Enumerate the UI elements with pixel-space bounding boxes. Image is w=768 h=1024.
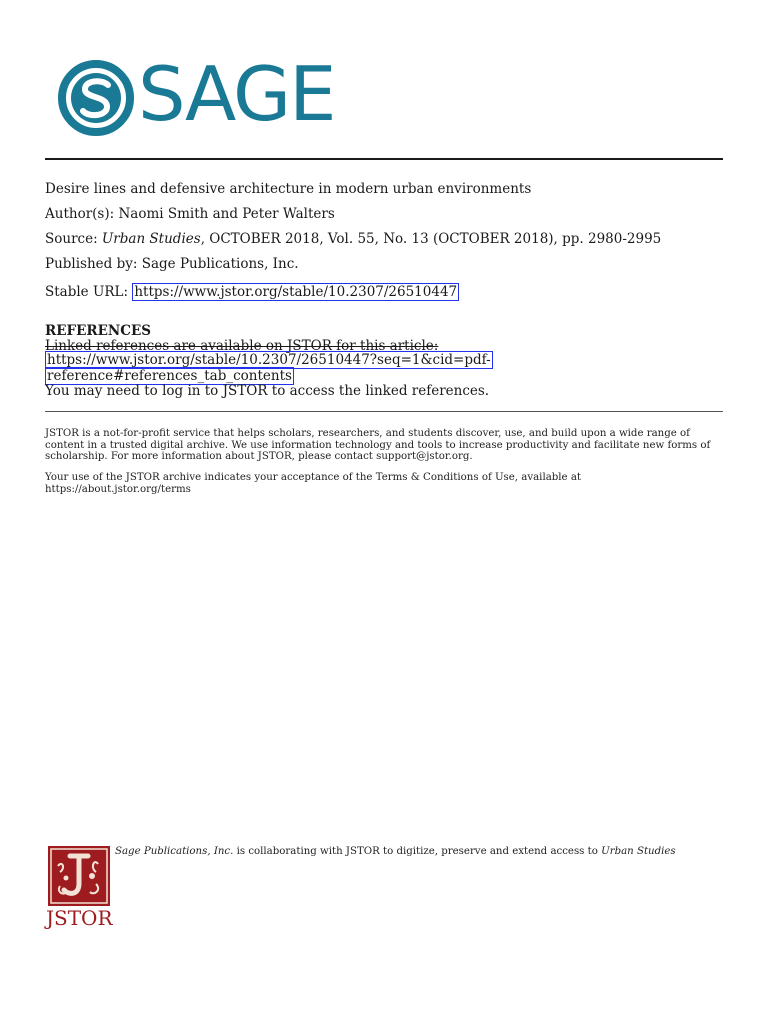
source-label: Source: [45,231,98,247]
jstor-notice-para1: JSTOR is a not-for-profit service that helps scholars, researchers, and students discover, use, and build upon a wide range of content in a trusted digital archive. We use information technology and tools to increase productivity and facilitate new forms of scholarship. For more information about JSTOR, please contact support@jstor.org. [45,428,711,463]
terms-notice [45,472,725,495]
jstor-seal-icon [48,846,110,906]
references-link-1[interactable] [45,352,493,368]
publisher-line [45,255,299,273]
references-heading: REFERENCES [45,323,152,339]
footer-middle: is collaborating with JSTOR to digitize, preserve and extend access to [233,846,602,857]
source-journal: Urban Studies [101,231,201,247]
jstor-notice-para2: Your use of the JSTOR archive indicates your acceptance of the Terms & Conditions of Use, available at https://about.jstor.org/terms [45,472,581,495]
stable-url-label: Stable URL: [45,284,129,300]
references-login-note: You may need to log in to JSTOR to access the linked references. [45,383,490,399]
sage-logo-text: SAGE [138,50,335,138]
publisher-value: Sage Publications, Inc. [141,256,299,272]
jstor-seal [48,846,110,906]
top-divider [45,158,723,160]
publisher-label: Published by: [45,256,138,272]
authors-value: Naomi Smith and Peter Walters [118,206,335,222]
footer-publisher: Sage Publications, Inc. [115,846,234,857]
middle-divider [45,411,723,412]
article-title: Desire lines and defensive architecture in modern urban environments [45,181,532,197]
references-link-2[interactable] [45,368,294,384]
collaboration-statement [115,846,715,858]
authors-label: Author(s): [45,206,115,222]
sage-s-circle-icon [58,58,138,138]
source-details: , OCTOBER 2018, Vol. 55, No. 13 (OCTOBER 2018), pp. 2980-2995 [200,231,662,247]
references-link-part2[interactable]: reference#references_tab_contents [47,368,292,384]
authors-line [45,205,335,223]
stable-url-link[interactable]: https://www.jstor.org/stable/10.2307/26510447 [134,284,458,300]
source-line [45,230,661,248]
jstor-notice [45,428,725,463]
footer-journal: Urban Studies [601,846,676,857]
stable-url-line [45,283,459,301]
jstor-wordmark: JSTOR [46,906,113,930]
references-link-part1[interactable]: https://www.jstor.org/stable/10.2307/26510447?seq=1&cid=pdf- [47,352,491,368]
sage-logo [58,50,335,138]
references-intro: Linked references are available on JSTOR for this article: [45,338,439,354]
